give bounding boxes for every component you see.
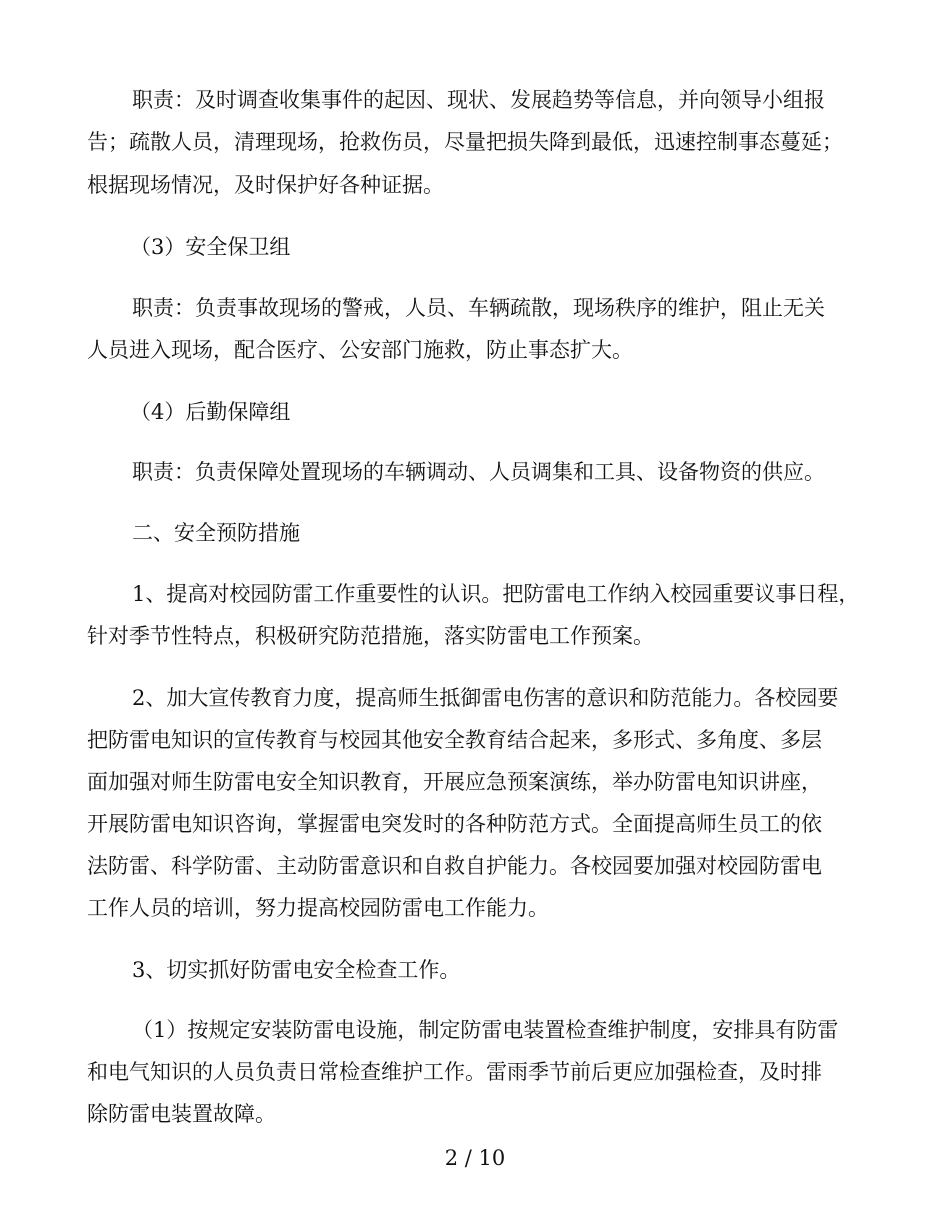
body-text-line: 人员进入现场，配合医疗、公安部门施救，防止事态扩大。 [87,338,633,362]
body-text-line: 除防雷电装置故障。 [87,1102,276,1126]
body-text-line: 法防雷、科学防雷、主动防雷意识和自救自护能力。各校园要加强对校园防雷电 [87,854,822,878]
body-text-line: 职责：负责保障处置现场的车辆调动、人员调集和工具、设备物资的供应。 [132,460,825,484]
body-text-line: 职责：负责事故现场的警戒，人员、车辆疏散，现场秩序的维护，阻止无关 [132,296,825,320]
section-heading: （4）后勤保障组 [130,400,291,424]
page-number: 2 / 10 [444,1146,506,1170]
section-heading: （3）安全保卫组 [130,235,291,259]
body-text-line: 职责：及时调查收集事件的起因、现状、发展趋势等信息，并向领导小组报 [132,88,825,112]
body-text-line: 和电气知识的人员负责日常检查维护工作。雷雨季节前后更应加强检查，及时排 [87,1060,822,1084]
body-text-line: 开展防雷电知识咨询，掌握雷电突发时的各种防范方式。全面提高师生员工的依 [87,812,822,836]
body-text-line: （1）按规定安装防雷电设施，制定防雷电装置检查维护制度，安排具有防雷 [132,1018,839,1042]
body-text-line: 告；疏散人员，清理现场，抢救伤员，尽量把损失降到最低，迅速控制事态蔓延； [87,130,843,154]
body-text-line: 1、提高对校园防雷工作重要性的认识。把防雷电工作纳入校园重要议事日程， [132,582,860,606]
body-text-line: 2、加大宣传教育力度，提高师生抵御雷电伤害的意识和防范能力。各校园要 [132,686,839,710]
body-text-line: 把防雷电知识的宣传教育与校园其他安全教育结合起来，多形式、多角度、多层 [87,728,822,752]
body-text-line: 针对季节性特点，积极研究防范措施，落实防雷电工作预案。 [87,624,654,648]
body-text-line: 工作人员的培训，努力提高校园防雷电工作能力。 [87,896,549,920]
section-heading: 3、切实抓好防雷电安全检查工作。 [132,958,461,982]
body-text-line: 面加强对师生防雷电安全知识教育，开展应急预案演练，举办防雷电知识讲座， [87,770,822,794]
body-text-line: 根据现场情况，及时保护好各种证据。 [87,173,444,197]
section-heading: 二、安全预防措施 [132,521,300,545]
